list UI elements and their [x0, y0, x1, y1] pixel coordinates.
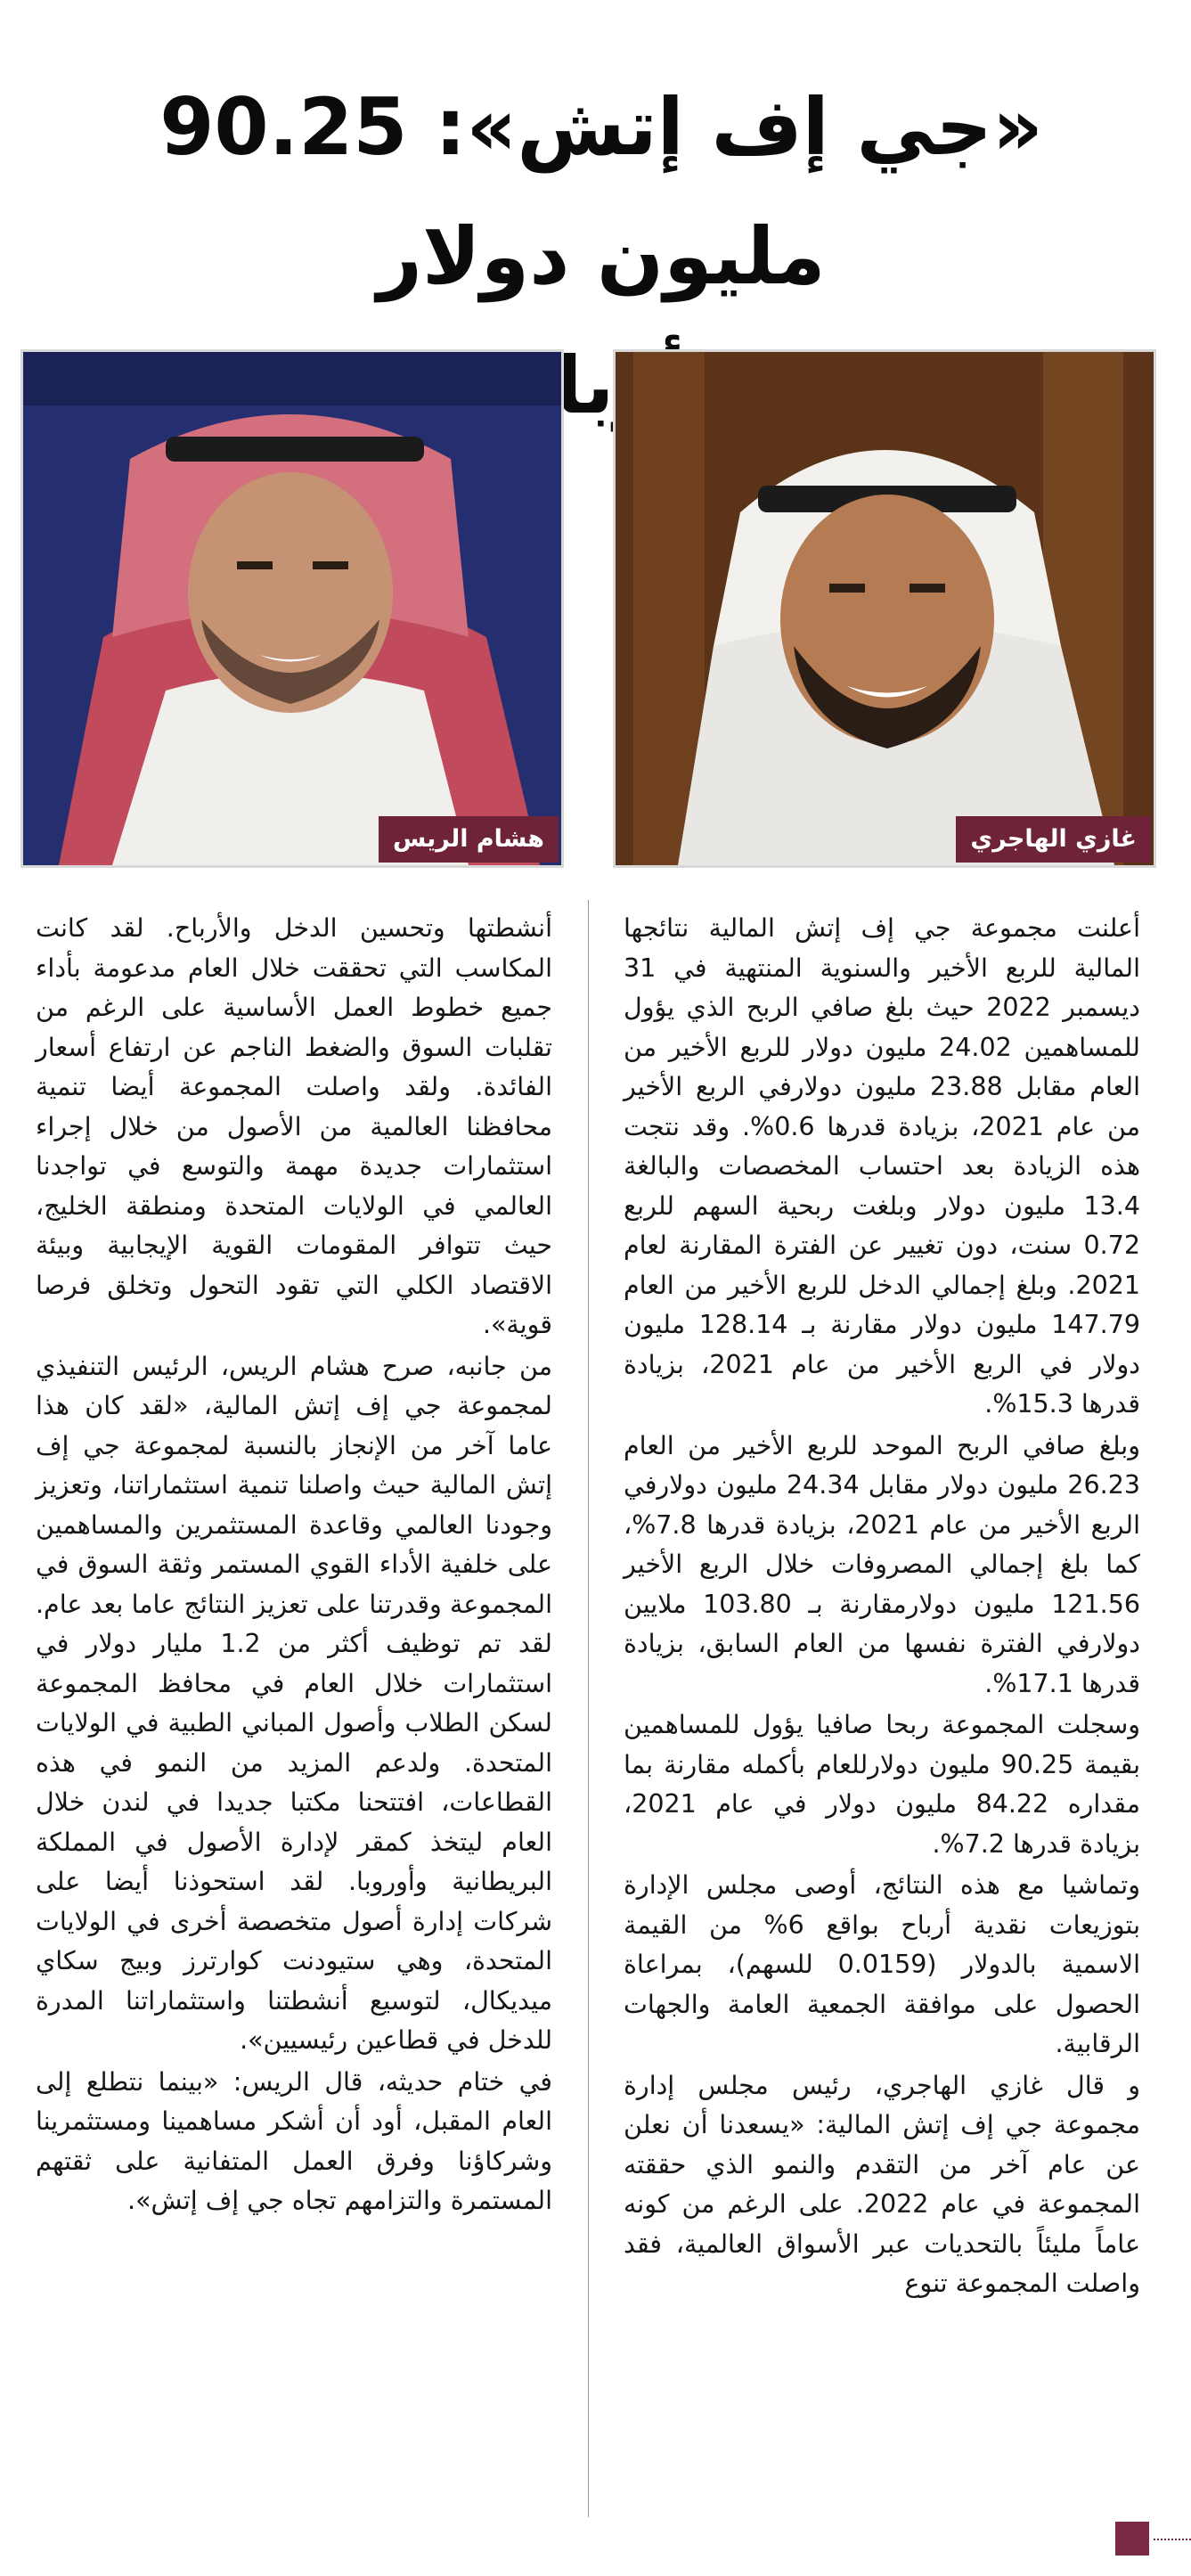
paragraph: وسجلت المجموعة ربحا صافيا يؤول للمساهمين بقيمة 90.25 مليون دولارللعام بأكمله مقارنة بما مقداره 84.22 مليون دولار في عام 2021، بزيادة قدرها 7.2%. [624, 1710, 1140, 1859]
photo-caption-right: غازي الهاجري [956, 816, 1151, 863]
portrait-illustration [616, 352, 1154, 865]
paragraph: أنشطتها وتحسين الدخل والأرباح. لقد كانت المكاسب التي تحققت خلال العام مدعومة بأداء جميع خطوط العمل الأساسية على الرغم من تقلبات السوق والضغط الناجم عن ارتفاع أسعار الفائدة. ولقد واصلت المجموعة أيضا تنمية محافظنا العالمية من الأصول من خلال إجراء استثمارات جديدة مهمة والتوسع في تواجدنا العالمي في الولايات المتحدة ومنطقة الخليج، حيث تتوافر المقومات القوية الإيجابية وبيئة الاقتصاد الكلي التي تقود التحول وتخلق فرصا قوية». [36, 913, 552, 1339]
article-column-right [624, 909, 1140, 2306]
headline-line-1: «جي إف إتش»: 90.25 مليون دولار [159, 81, 1043, 302]
column-divider [588, 900, 589, 2517]
portrait-photo-hisham [20, 349, 564, 868]
article-column-left [36, 909, 552, 2223]
paragraph: أعلنت مجموعة جي إف إتش المالية نتائجها المالية للربع الأخير والسنوية المنتهية في 31 ديسمبر 2022 حيث بلغ صافي الربح الذي يؤول للمساهمين 24.02 مليون دولار للربع الأخير من العام مقابل 23.88 مليون دولارفي الربع الأخير من عام 2021، بزيادة قدرها 0.6%. وقد نتجت هذه الزيادة بعد احتساب المخصصات والبالغة 13.4 مليون دولار وبلغت ربحية السهم للربع 0.72 سنت، دون تغيير عن الفترة المقارنة لعام 2021. وبلغ إجمالي الدخل للربع الأخير من العام 147.79 مليون دولار مقارنة بـ 128.14 مليون دولار في الربع الأخير من عام 2021، بزيادة قدرها 15.3%. [624, 913, 1141, 1419]
portrait-illustration [23, 352, 561, 865]
page-marker-square [1115, 2522, 1149, 2556]
paragraph: في ختام حديثه، قال الريس: «بينما نتطلع إلى العام المقبل، أود أن أشكر مساهمينا ومستثمرينا وشركاؤنا وفرق العمل المتفانية على ثقتهم المستمرة والتزامهم تجاه جي إف إتش». [36, 2066, 552, 2215]
paragraph: وبلغ صافي الربح الموحد للربع الأخير من العام 26.23 مليون دولار مقابل 24.34 مليون دولارفي الربع الأخير من عام 2021، بزيادة قدرها 7.8%، كما بلغ إجمالي المصروفات خلال الربع الأخير 121.56 مليون دولارمقارنة بـ 103.80 ملايين دولارفي الفترة نفسها من العام السابق، بزيادة قدرها 17.1%. [624, 1430, 1140, 1698]
paragraph: وتماشيا مع هذه النتائج، أوصى مجلس الإدارة بتوزيعات نقدية أرباح بواقع 6% من القيمة الاسمية بالدولار (0.0159 للسهم)، بمراعاة الحصول على موافقة الجمعية العامة والجهات الرقابية. [624, 1870, 1140, 2058]
photo-caption-left: هشام الريس [379, 816, 559, 863]
headline-line-2: أرباح [498, 339, 687, 431]
paragraph: و قال غازي الهاجري، رئيس مجلس إدارة مجموعة جي إف إتش المالية: «يسعدنا أن نعلن عن عام آخر من التقدم والنمو الذي حققته المجموعة في عام 2022. على الرغم من كونه عاماً مليئاً بالتحديات عبر الأسواق العالمية، فقد واصلت المجموعة تنوع [624, 2070, 1140, 2298]
portrait-photo-ghazi [613, 349, 1156, 868]
page-marker-dotted-line [1154, 2539, 1191, 2540]
paragraph: من جانبه، صرح هشام الريس، الرئيس التنفيذي لمجموعة جي إف إتش المالية، «لقد كان هذا عاما آخر من الإنجاز بالنسبة لمجموعة جي إف إتش المالية حيث واصلنا تنمية استثماراتنا، وتعزيز وجودنا العالمي وقاعدة المستثمرين والمساهمين على خلفية الأداء القوي المستمر وثقة السوق في المجموعة وقدرتنا على تعزيز النتائج عاما بعد عام. لقد تم توظيف أكثر من 1.2 مليار دولار في استثمارات خلال العام في محافظ المجموعة لسكن الطلاب وأصول المباني الطبية في الولايات المتحدة. ولدعم المزيد من النمو في هذه القطاعات، افتتحنا مكتبا جديدا في لندن خلال العام ليتخذ كمقر لإدارة الأصول في المملكة البريطانية وأوروبا. لقد استحوذنا أيضا على شركات إدارة أصول متخصصة أخرى في الولايات المتحدة، وهي ستيودنت كوارترز وبيج سكاي ميديكال، لتوسيع أنشطتنا واستثماراتنا المدرة للدخل في قطاعين رئيسيين». [36, 1351, 552, 2055]
